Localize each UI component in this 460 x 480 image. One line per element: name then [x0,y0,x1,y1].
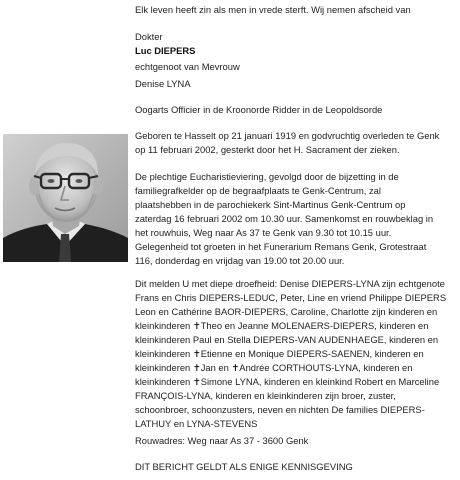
deceased-name: Luc DIEPERS [135,45,196,56]
ceremony-line: plaatshebben in de parochiekerk Sint-Martinus Genk-Centrum op [135,199,406,210]
family-line: Dit melden U met diepe droefheid: Denise DIEPERS-LYNA zijn echtgenote [135,278,445,289]
ceremony-line: Gelegenheid tot groeten in het Funerarium Remans Genk, Grotestraat [135,241,427,252]
ceremony-line: De plechtige Eucharistieviering, gevolgd door de bijzetting in de [135,171,399,182]
birth-death-paragraph [135,129,457,157]
family-line: LATHUY en LYNA-STEVENS [135,418,258,429]
family-paragraph [135,277,457,431]
family-line: kleinkinderen Paul en Stella DIEPERS-VAN AUDENHAEGE, kinderen en [135,334,439,345]
family-line: FRANÇOIS-LYNA, kinderen en kleinkinderen zijn broer, zuster, [135,390,396,401]
birth-death-line: op 11 februari 2002, gesterkt door het H. Sacrament der zieken. [135,144,400,155]
spouse-name: Denise LYNA [135,78,191,89]
ceremony-line: zaterdag 16 februari 2002 om 10.30 uur. Samenkomst en rouwbeklag in [135,213,434,224]
spouse-line: echtgenoot van Mevrouw [135,61,240,72]
family-line: kleinkinderen ✝Simone LYNA, kinderen en kleinkind Robert en Marceline [135,376,440,387]
ceremony-line: familiegrafkelder op de begraafplaats te Genk-Centrum, zal [135,185,381,196]
birth-death-line: Geboren te Hasselt op 21 januari 1919 en godvruchtig overleden te Genk [135,130,440,141]
ceremony-line: 116, donderdag en vrijdag van 19.00 tot 20.00 uur. [135,255,345,266]
mourning-address: Rouwadres: Weg naar As 37 - 3600 Genk [135,435,309,446]
family-line: schoonbroer, schoonzusters, neven en nichten De families DIEPERS- [135,404,425,415]
portrait-photo [3,134,128,262]
title-text: Dokter [135,31,163,42]
family-line: Frans en Chris DIEPERS-LEDUC, Peter, Line en vriend Philippe DIEPERS [135,292,447,303]
honors-text: Oogarts Officier in de Kroonorde Ridder in de Leopoldsorde [135,104,383,115]
family-line: Leon en Cathérine BAOR-DIEPERS, Caroline, Charlotte zijn kinderen en [135,306,438,317]
intro-text: Elk leven heeft zin als men in vrede sterft. Wij nemen afscheid van [135,4,411,15]
ceremony-paragraph [135,170,457,268]
family-line: kleinkinderen ✝Etienne en Monique DIEPERS-SAENEN, kinderen en [135,348,424,359]
closing-notice: DIT BERICHT GELDT ALS ENIGE KENNISGEVING [135,461,353,472]
portrait-image [3,134,128,262]
ceremony-line: het rouwhuis, Weg naar As 37 te Genk van 9.30 tot 10.15 uur. [135,227,392,238]
family-line: kleinkinderen ✝Jan en ✝Andrée CORTHOUTS-LYNA, kinderen en [135,362,413,373]
family-line: kleinkinderen ✝Theo en Jeanne MOLENAERS-DIEPERS, kinderen en [135,320,429,331]
